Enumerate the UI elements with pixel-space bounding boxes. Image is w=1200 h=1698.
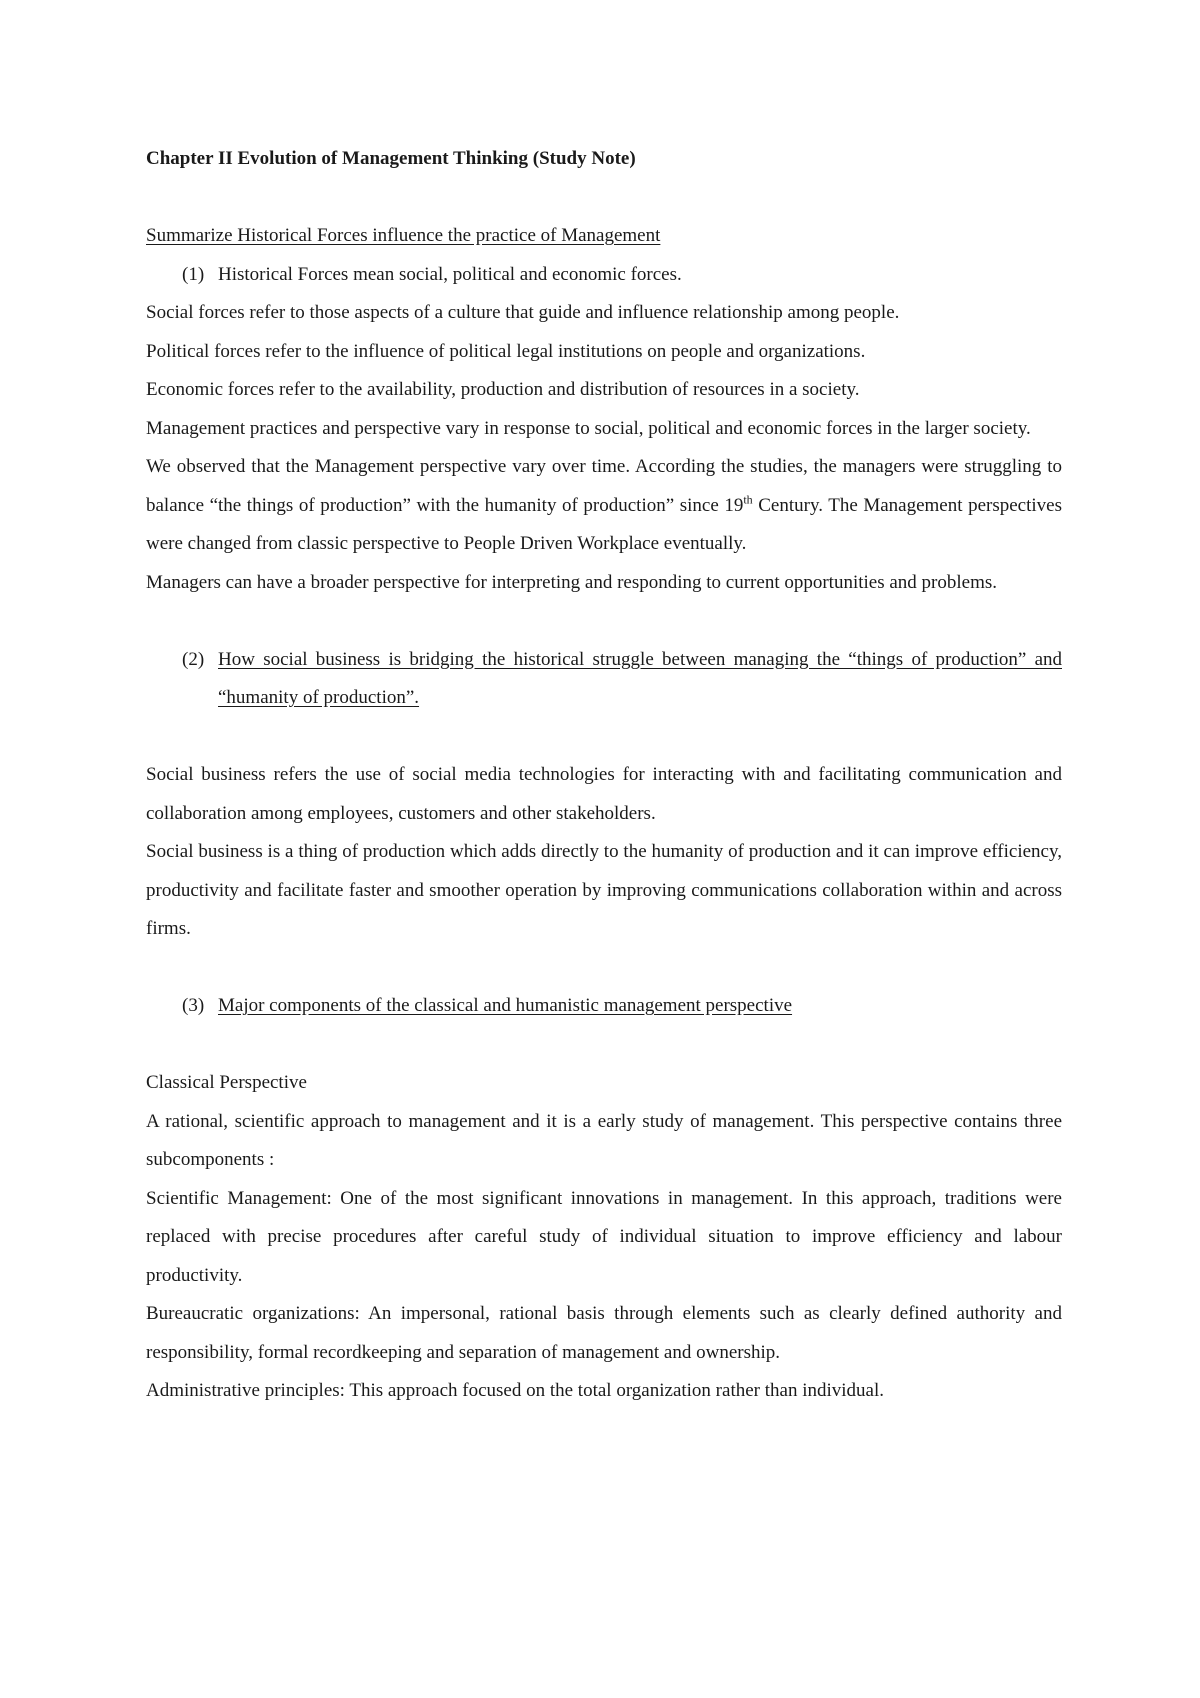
spacer xyxy=(146,949,1062,988)
spacer xyxy=(146,602,1062,641)
section1-item1-number: (1) xyxy=(182,263,205,285)
section3-number: (3) xyxy=(182,995,205,1016)
document-title: Chapter II Evolution of Management Thinking (Study Note) xyxy=(146,148,636,169)
section1-paragraph-economic: Economic forces refer to the availability, production and distribution of resources in a society. xyxy=(146,379,860,400)
section2-paragraph-definition: Social business refers the use of social media technologies for interacting with and facilitating communication and collaboration among employees, customers and other stakeholders. xyxy=(146,764,1062,824)
section3-subheading: Classical Perspective xyxy=(146,1072,307,1093)
section3-paragraph-classical: A rational, scientific approach to management and it is a early study of management. This perspective contains three subcomponents : xyxy=(146,1110,1062,1170)
section2-heading-item xyxy=(146,641,1062,718)
section3-heading-item xyxy=(146,987,1062,1026)
section3-paragraph-bureaucratic: Bureaucratic organizations: An impersonal, rational basis through elements such as clearly defined authority and responsibility, formal recordkeeping and separation of management and ownership. xyxy=(146,1303,1062,1363)
section3-paragraph-scientific: Scientific Management: One of the most significant innovations in management. In this approach, traditions were replaced with precise procedures after careful study of individual situation to improve efficiency and labour productivity. xyxy=(146,1187,1062,1286)
section3-paragraph-administrative: Administrative principles: This approach focused on the total organization rather than individual. xyxy=(146,1380,884,1401)
section1-p5-superscript: th xyxy=(743,492,753,507)
section1-p5-part1: We observed that the Management perspective vary over time. According the studies, the managers were struggling to balance “the things of production” with the humanity of production” since 19 xyxy=(146,456,1062,516)
section1-paragraph-perspective xyxy=(146,448,1062,564)
section2-paragraph-benefits: Social business is a thing of production which adds directly to the humanity of production and it can improve efficiency, productivity and facilitate faster and smoother operation by improving communications collaboration within and across firms. xyxy=(146,841,1062,939)
section1-item1-text: Historical Forces mean social, political and economic forces. xyxy=(218,263,682,285)
section1-item1 xyxy=(146,256,1062,295)
section3-heading: Major components of the classical and humanistic management perspective xyxy=(218,995,793,1016)
section2-heading: How social business is bridging the historical struggle between managing the “things of production” and “humanity of production”. xyxy=(218,648,1062,708)
spacer xyxy=(146,718,1062,757)
section1-paragraph-political: Political forces refer to the influence of political legal institutions on people and organizations. xyxy=(146,340,866,362)
document-page xyxy=(146,140,1062,1411)
section1-heading: Summarize Historical Forces influence the practice of Management xyxy=(146,225,661,246)
section1-paragraph-managers: Managers can have a broader perspective for interpreting and responding to current opportunities and problems. xyxy=(146,571,998,593)
section1-paragraph-practices: Management practices and perspective vary in response to social, political and economic forces in the larger society. xyxy=(146,417,1031,439)
section2-number: (2) xyxy=(182,648,205,670)
section1-paragraph-social: Social forces refer to those aspects of a culture that guide and influence relationship among people. xyxy=(146,302,900,323)
spacer xyxy=(146,179,1062,218)
spacer xyxy=(146,1026,1062,1065)
section1-p5-part2: Century. The Management perspectives were changed from classic perspective to People Driven Workplace eventually. xyxy=(146,494,1062,554)
